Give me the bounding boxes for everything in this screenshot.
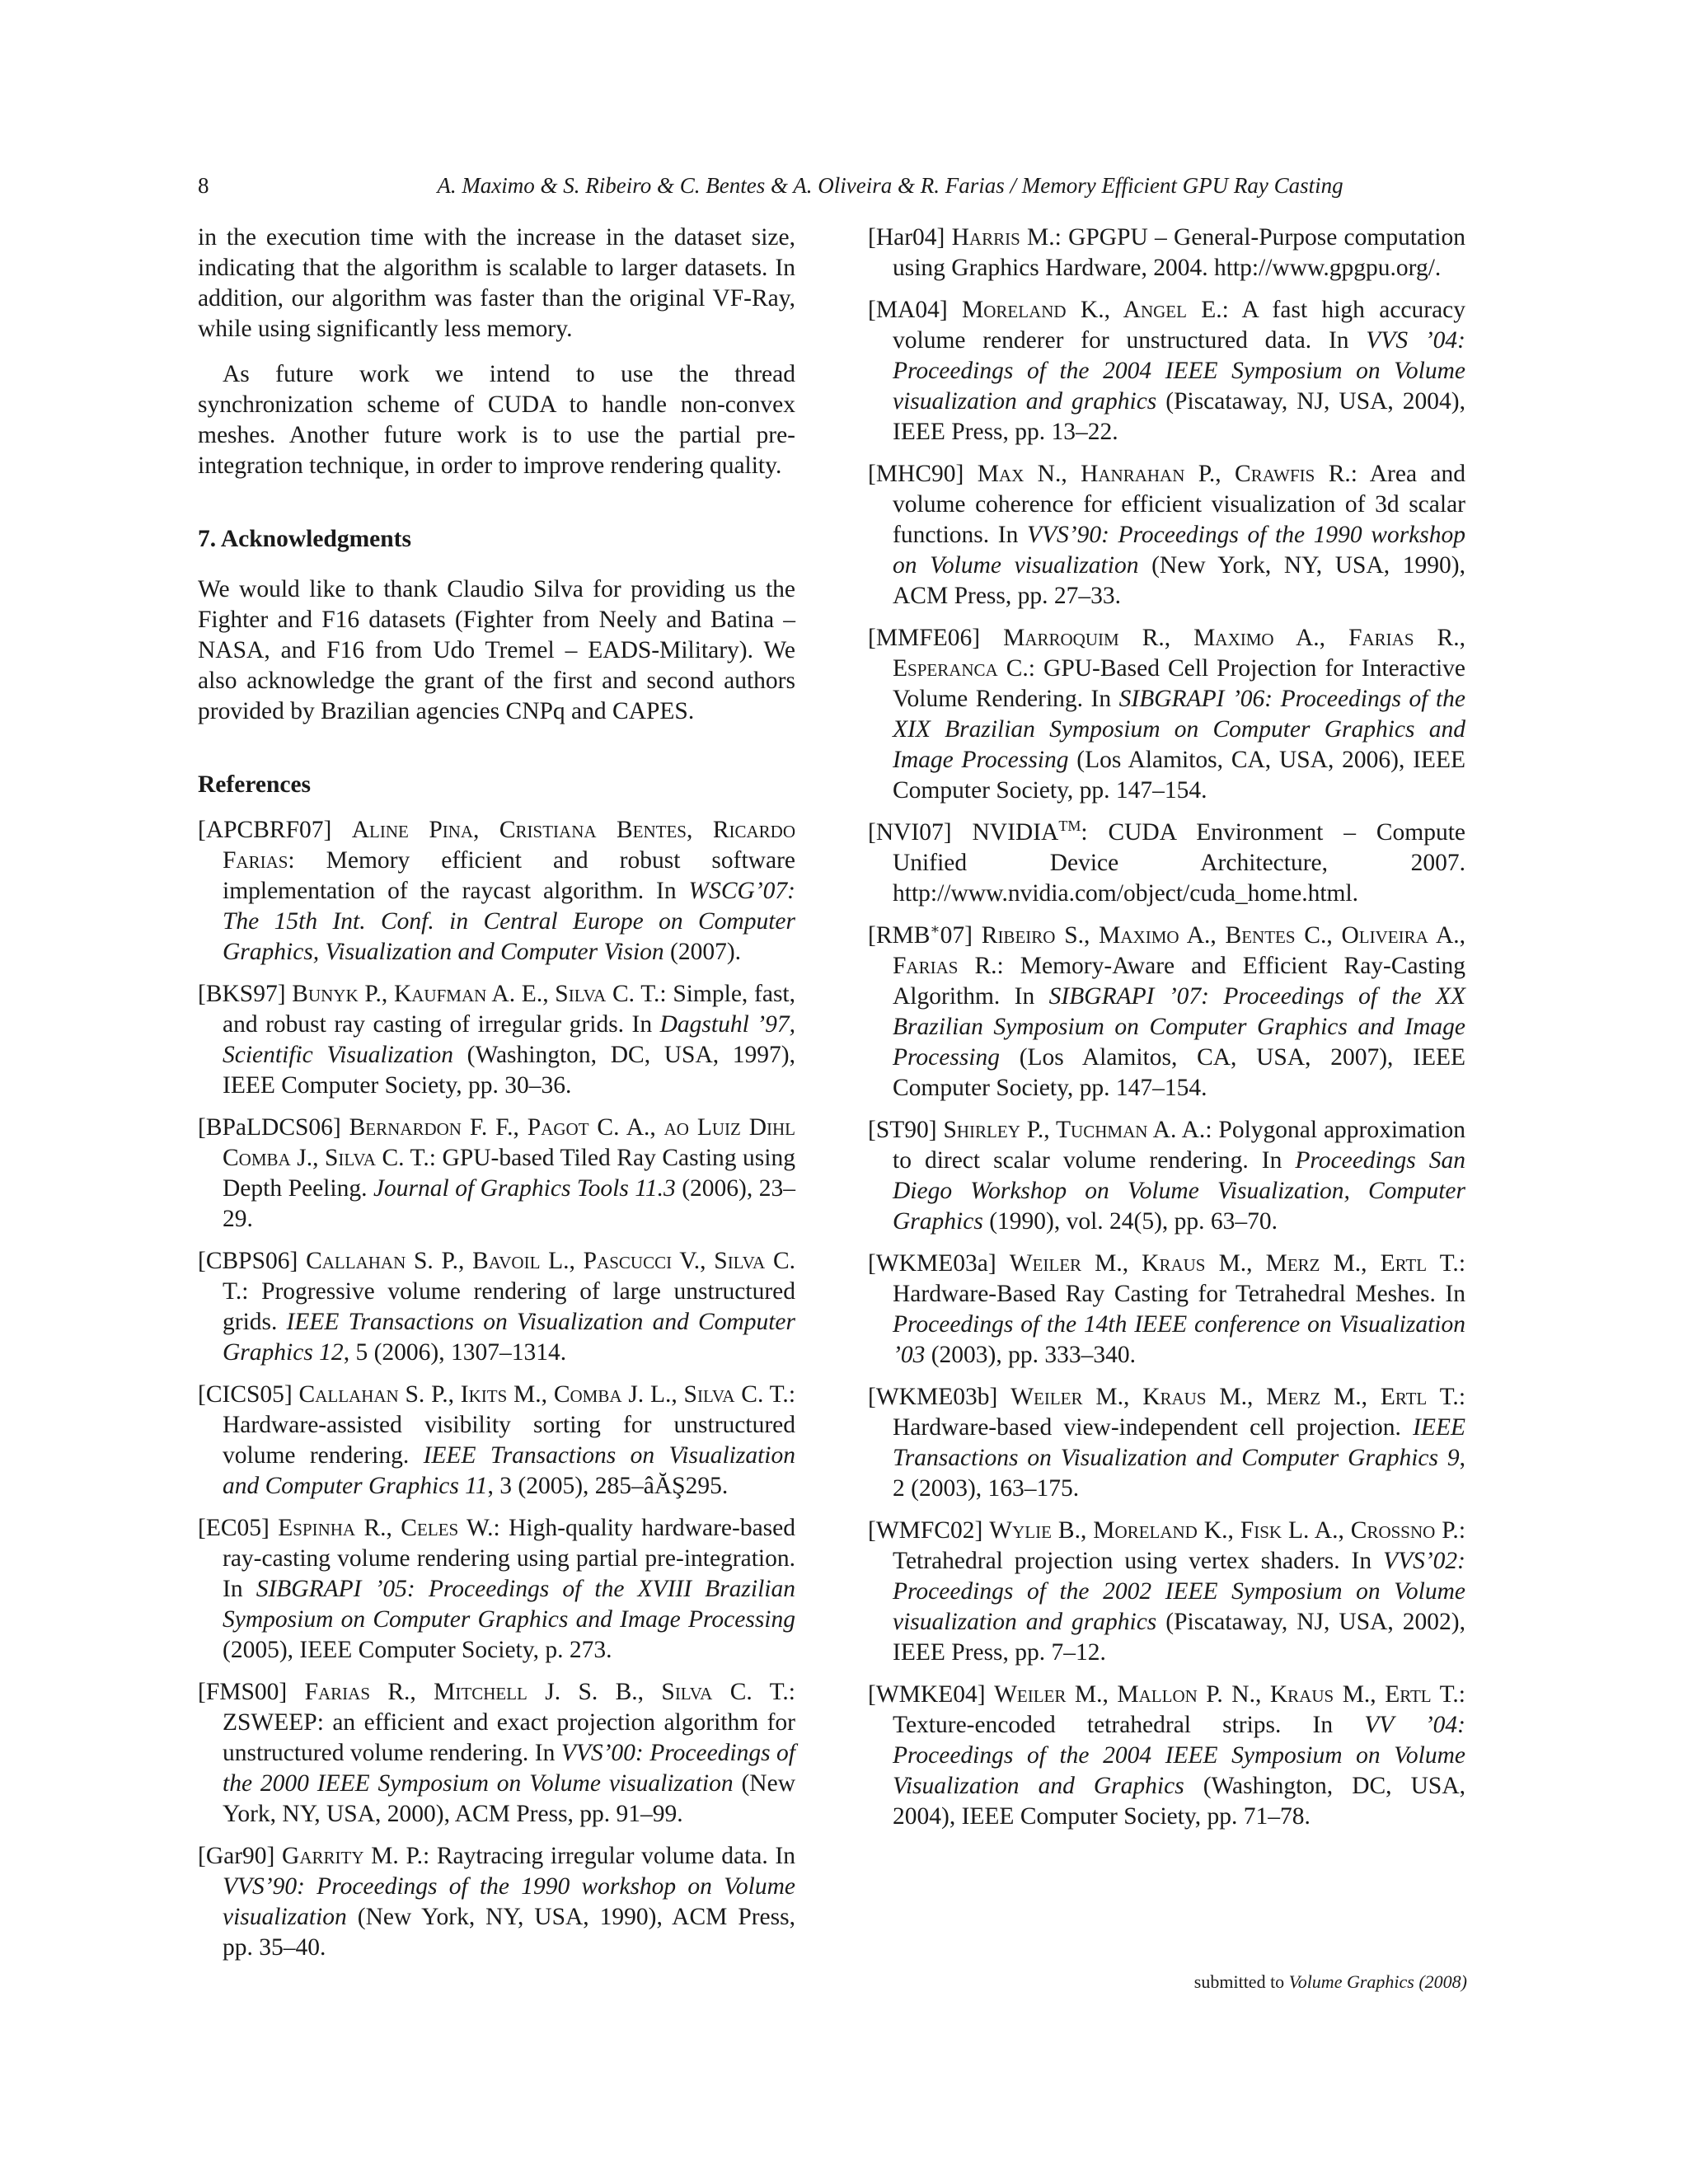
reference-entry: [WMFC02] Wylie B., Moreland K., Fisk L. A., Crossno P.: Tetrahedral projection using vertex shaders. In VVS’02: Proceedings of the 2002 IEEE Symposium on Volume visualization and graphics (Piscataway, NJ, USA, 2002), IEEE Press, pp. 7–12. bbox=[868, 1517, 1466, 1666]
body-paragraph: in the execution time with the increase in the dataset size, indicating that the algorithm is scalable to larger datasets. In addition, our algorithm was faster than the original VF-Ray, while using significantly less memory. bbox=[198, 224, 795, 342]
reference-entry: [MHC90] Max N., Hanrahan P., Crawfis R.: Area and volume coherence for efficient visualization of 3d scalar functions. In VVS’90: Proceedings of the 1990 workshop on Volume visualization (New York, NY, USA, 1990), ACM Press, pp. 27–33. bbox=[868, 461, 1465, 609]
page-number: 8 bbox=[198, 173, 209, 198]
reference-entry: [MMFE06] Marroquim R., Maximo A., Farias R., Esperanca C.: GPU-Based Cell Projection for Interactive Volume Rendering. In SIBGRAPI ’06: Proceedings of the XIX Brazilian Symposium on Computer Graphics and Image Processing (Los Alamitos, CA, USA, 2006), IEEE Computer Society, pp. 147–154. bbox=[868, 625, 1465, 804]
left-column bbox=[198, 223, 795, 1975]
reference-entry: [MA04] Moreland K., Angel E.: A fast high accuracy volume renderer for unstructured data. In VVS ’04: Proceedings of the 2004 IEEE Symposium on Volume visualization and graphics (Piscataway, NJ, USA, 2004), IEEE Press, pp. 13–22. bbox=[868, 297, 1466, 445]
reference-entry: [WKME03b] Weiler M., Kraus M., Merz M., Ertl T.: Hardware-based view-independent cell projection. IEEE Transactions on Visualization and Computer Graphics 9, 2 (2003), 163–175. bbox=[868, 1384, 1466, 1502]
references-heading: References bbox=[198, 771, 312, 798]
reference-entry: [CBPS06] Callahan S. P., Bavoil L., Pascucci V., Silva C. T.: Progressive volume rendering of large unstructured grids. IEEE Transactions on Visualization and Computer Graphics 12, 5 (2006), 1307–1314. bbox=[198, 1248, 796, 1366]
reference-entry: [RMB∗07] Ribeiro S., Maximo A., Bentes C., Oliveira A., Farias R.: Memory-Aware and Efficient Ray-Casting Algorithm. In SIBGRAPI ’07: Proceedings of the XX Brazilian Symposium on Computer Graphics and Image Processing (Los Alamitos, CA, USA, 2007), IEEE Computer Society, pp. 147–154. bbox=[868, 921, 1466, 1101]
reference-entry: [EC05] Espinha R., Celes W.: High-quality hardware-based ray-casting volume rendering using partial pre-integration. In SIBGRAPI ’05: Proceedings of the XVIII Brazilian Symposium on Computer Graphics and Image Processing (2005), IEEE Computer Society, p. 273. bbox=[198, 1515, 796, 1663]
reference-entry: [BPaLDCS06] Bernardon F. F., Pagot C. A., ao Luiz Dihl Comba J., Silva C. T.: GPU-based Tiled Ray Casting using Depth Peeling. Journal of Graphics Tools 11.3 (2006), 23–29. bbox=[198, 1114, 795, 1232]
reference-entry: [CICS05] Callahan S. P., Ikits M., Comba J. L., Silva C. T.: Hardware-assisted visibility sorting for unstructured volume rendering. IEEE Transactions on Visualization and Computer Graphics 11, 3 (2005), 285–âĂŞ295. bbox=[198, 1381, 796, 1499]
reference-entry: [WMKE04] Weiler M., Mallon P. N., Kraus M., Ertl T.: Texture-encoded tetrahedral strips. In VV ’04: Proceedings of the 2004 IEEE Symposium on Volume Visualization and Graphics (Washington, DC, USA, 2004), IEEE Computer Society, pp. 71–78. bbox=[868, 1681, 1465, 1830]
reference-entry: [NVI07] NVIDIA™: CUDA Environment – Compute Unified Device Architecture, 2007. http://www.nvidia.com/object/cuda_home.html. bbox=[868, 818, 1466, 907]
footer-note: submitted to Volume Graphics (2008) bbox=[1193, 1971, 1467, 1992]
reference-entry: [ST90] Shirley P., Tuchman A. A.: Polygonal approximation to direct scalar volume rendering. In Proceedings San Diego Workshop on Volume Visualization, Computer Graphics (1990), vol. 24(5), pp. 63–70. bbox=[868, 1117, 1465, 1235]
reference-entry: [WKME03a] Weiler M., Kraus M., Merz M., Ertl T.: Hardware-Based Ray Casting for Tetrahedral Meshes. In Proceedings of the 14th IEEE conference on Visualization ’03 (2003), pp. 333–340. bbox=[868, 1250, 1466, 1368]
right-column bbox=[868, 223, 1465, 1844]
running-header: A. Maximo & S. Ribeiro & C. Bentes & A. Oliveira & R. Farias / Memory Efficient GPU Ray Casting bbox=[437, 173, 1343, 198]
acknowledgment-paragraph: We would like to thank Claudio Silva for providing us the Fighter and F16 datasets (Fighter from Neely and Batina – NASA, and F16 from Udo Tremel – EADS-Military). We also acknowledge the grant of the first and second authors provided by Brazilian agencies CNPq and CAPES. bbox=[198, 576, 795, 724]
reference-entry: [Har04] Harris M.: GPGPU – General-Purpose computation using Graphics Hardware, 2004. http://www.gpgpu.org/. bbox=[868, 224, 1466, 281]
section-heading: 7. Acknowledgments bbox=[198, 526, 411, 552]
reference-entry: [Gar90] Garrity M. P.: Raytracing irregular volume data. In VVS’90: Proceedings of the 1990 workshop on Volume visualization (New York, NY, USA, 1990), ACM Press, pp. 35–40. bbox=[198, 1843, 796, 1961]
reference-entry: [APCBRF07] Aline Pina, Cristiana Bentes, Ricardo Farias: Memory efficient and robust software implementation of the raycast algorithm. In WSCG’07: The 15th Int. Conf. in Central Europe on Computer Graphics, Visualization and Computer Vision (2007). bbox=[198, 817, 795, 965]
body-paragraph: As future work we intend to use the thread synchronization scheme of CUDA to handle non-convex meshes. Another future work is to use the partial pre-integration technique, in order to improve rendering quality. bbox=[198, 361, 795, 479]
reference-entry: [BKS97] Bunyk P., Kaufman A. E., Silva C. T.: Simple, fast, and robust ray casting of irregular grids. In Dagstuhl ’97, Scientific Visualization (Washington, DC, USA, 1997), IEEE Computer Society, pp. 30–36. bbox=[198, 981, 795, 1099]
reference-entry: [FMS00] Farias R., Mitchell J. S. B., Silva C. T.: ZSWEEP: an efficient and exact projection algorithm for unstructured volume rendering. In VVS’00: Proceedings of the 2000 IEEE Symposium on Volume visualization (New York, NY, USA, 2000), ACM Press, pp. 91–99. bbox=[198, 1679, 796, 1827]
